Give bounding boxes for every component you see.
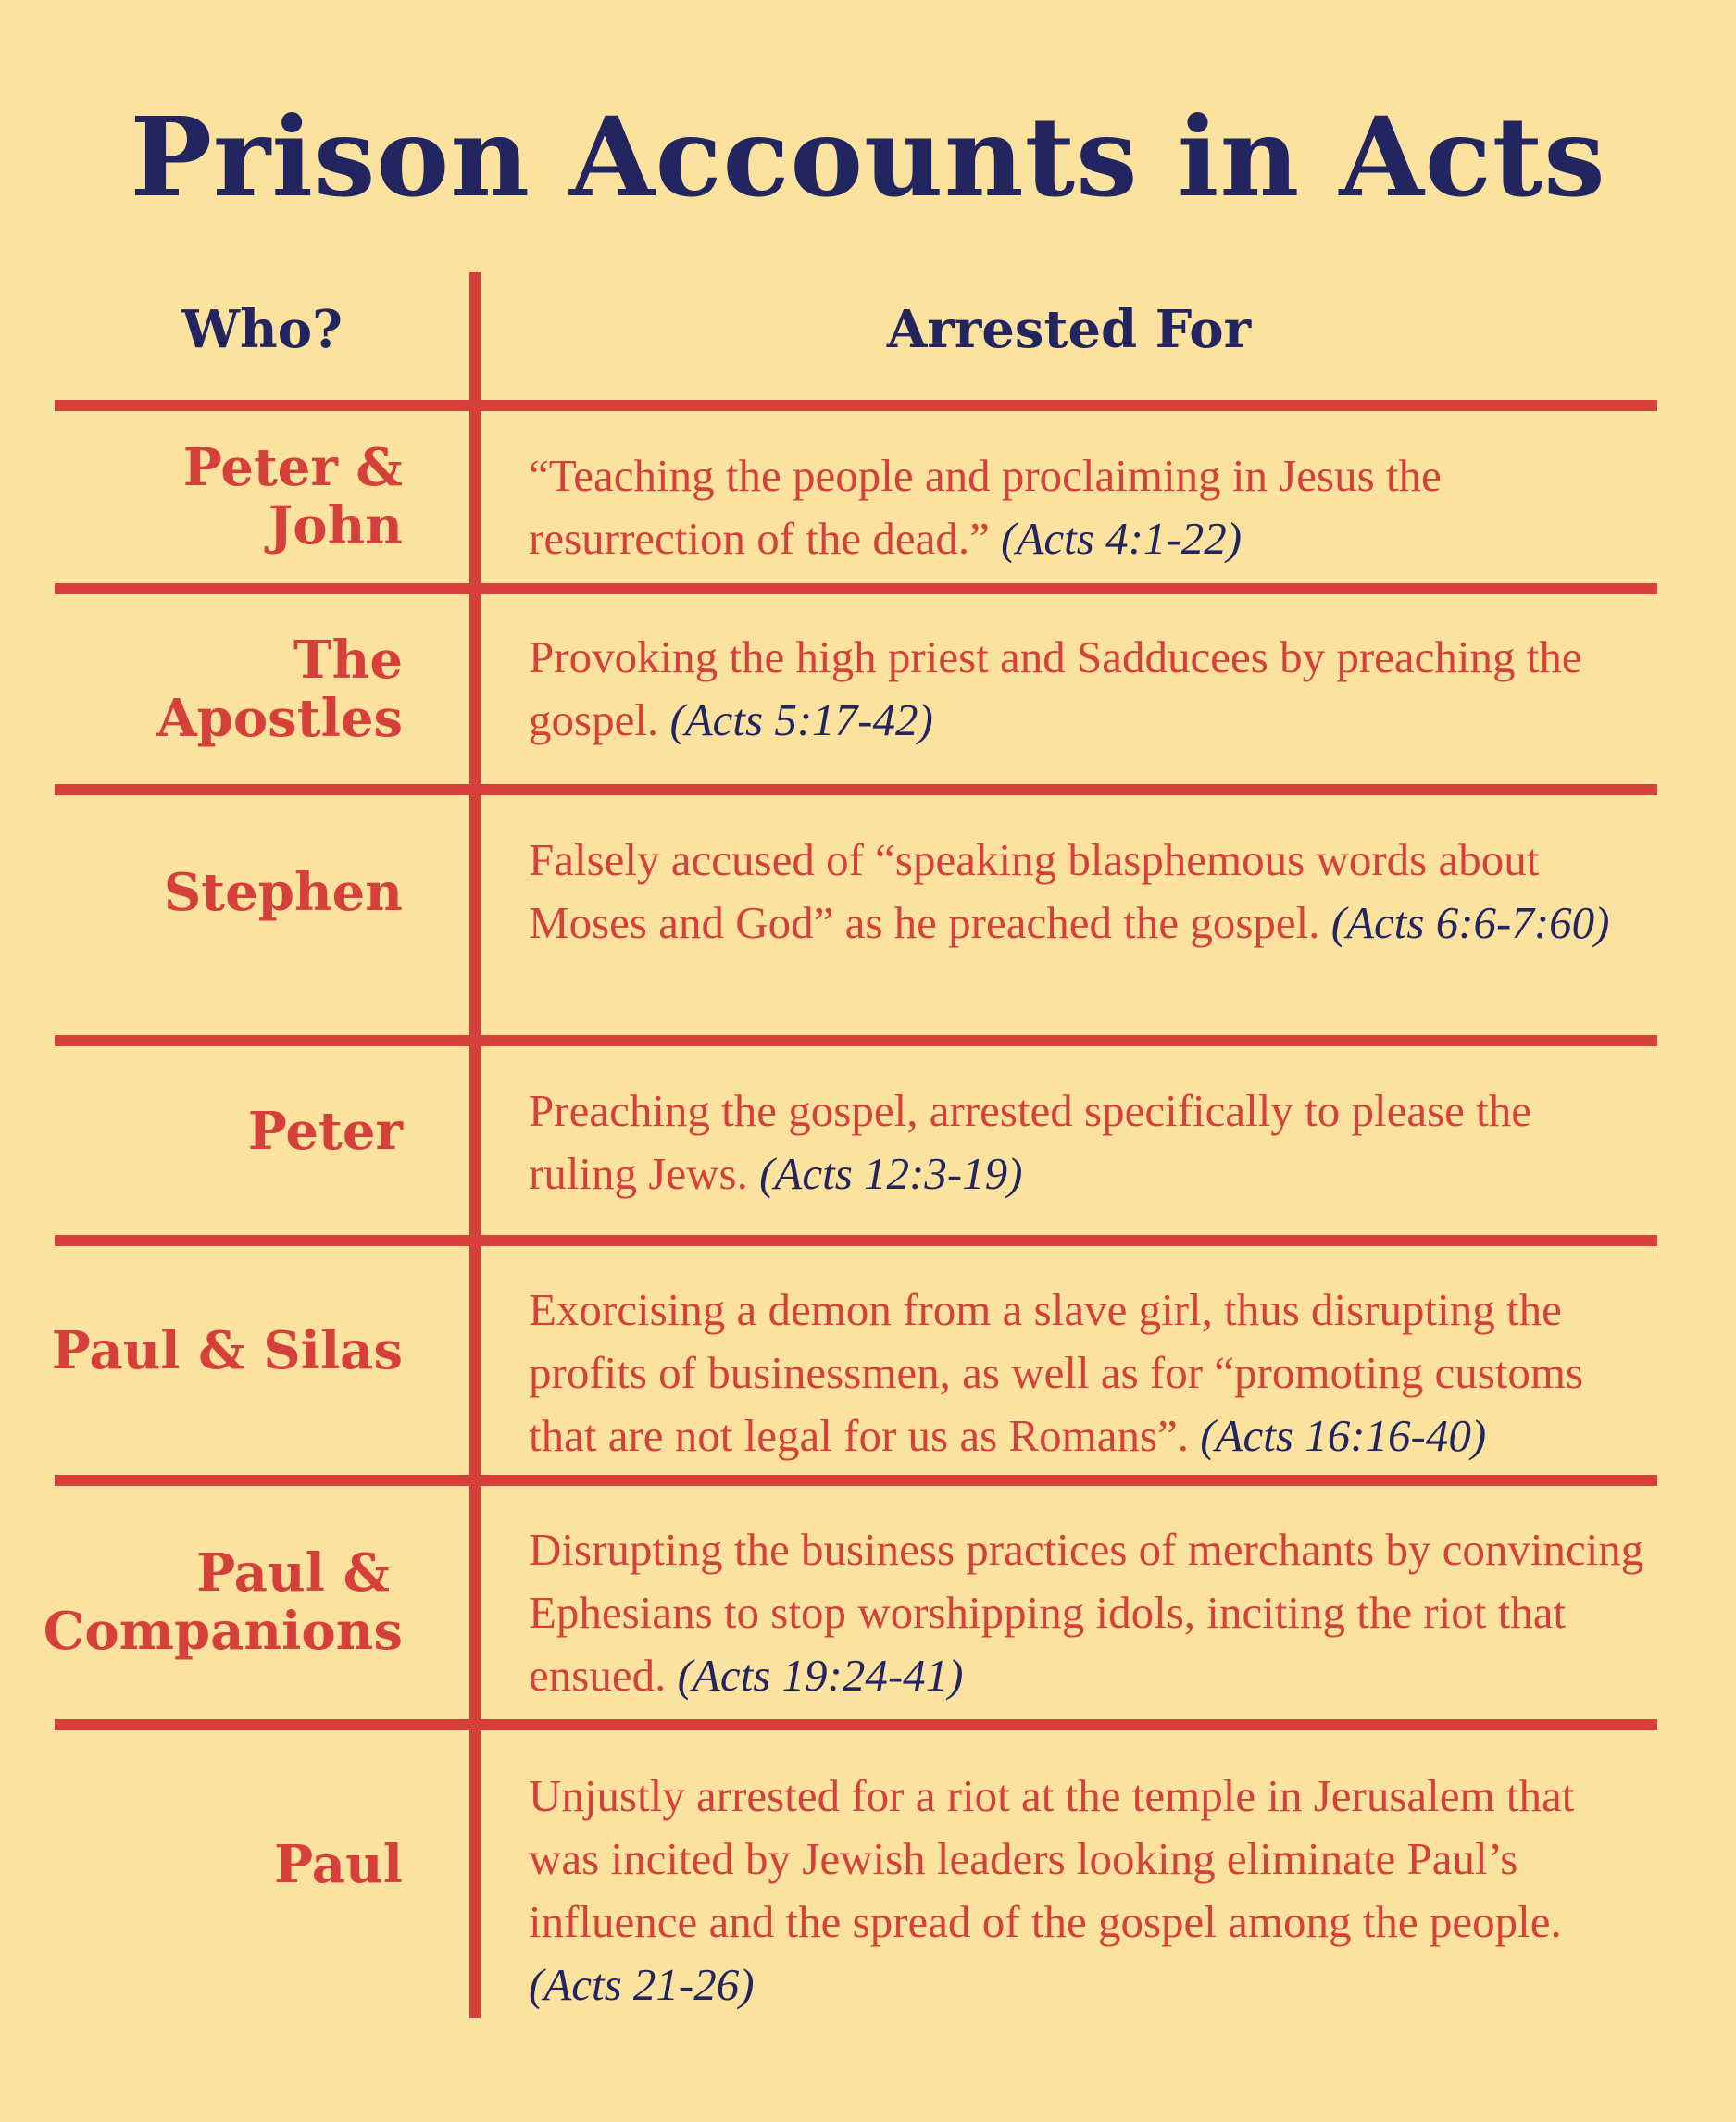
who-label: Paul xyxy=(274,1833,403,1895)
row-divider xyxy=(55,400,1657,411)
citation: (Acts 16:16-40) xyxy=(1200,1410,1487,1461)
who-cell xyxy=(37,411,403,583)
who-cell xyxy=(37,1046,403,1217)
who-cell xyxy=(37,594,403,784)
who-label: Peter & John xyxy=(182,437,403,556)
who-label: Peter xyxy=(247,1100,403,1162)
who-cell xyxy=(37,1486,403,1719)
description-cell xyxy=(529,1080,1649,1205)
description-text: Falsely accused of “speaking blasphemous words about Moses and God” as he preached the gospel. xyxy=(529,834,1540,948)
description-text: Unjustly arrested for a riot at the temple in Jerusalem that was incited by Jewish leaders looking eliminate Paul’s influence and the spread of the gospel among the people. xyxy=(529,1770,1575,1947)
who-cell xyxy=(37,795,403,990)
row-divider xyxy=(55,1235,1657,1246)
row-divider xyxy=(55,1035,1657,1046)
who-label: The Apostles xyxy=(156,629,403,749)
who-cell xyxy=(37,1246,403,1455)
who-cell xyxy=(37,1730,403,1999)
description-cell xyxy=(529,1518,1649,1707)
who-label xyxy=(44,1544,403,1661)
description-text: Exorcising a demon from a slave girl, thus disrupting the profits of businessmen, as well as for “promoting customs that are not legal for us as Romans”. xyxy=(529,1284,1584,1461)
description-cell xyxy=(529,626,1649,752)
citation: (Acts 12:3-19) xyxy=(759,1148,1023,1199)
description-text: Disrupting the business practices of merchants by convincing Ephesians to stop worshipping idols, inciting the riot that ensued. xyxy=(529,1524,1644,1701)
who-label-line: Companions xyxy=(43,1601,403,1662)
description-cell xyxy=(529,1765,1649,2016)
description-text: Preaching the gospel, arrested specifically to please the ruling Jews. xyxy=(529,1085,1532,1199)
header-who: Who? xyxy=(181,299,343,360)
page-title: Prison Accounts in Acts xyxy=(130,93,1606,221)
description-text: Provoking the high priest and Sadducees by preaching the gospel. xyxy=(529,631,1582,745)
who-label: Stephen xyxy=(163,861,403,923)
description-text: “Teaching the people and proclaiming in Jesus the resurrection of the dead.” xyxy=(529,450,1442,564)
citation: (Acts 4:1-22) xyxy=(1001,513,1243,564)
row-divider xyxy=(55,583,1657,594)
citation: (Acts 5:17-42) xyxy=(669,694,933,745)
description-cell xyxy=(529,444,1649,570)
citation: (Acts 21-26) xyxy=(529,1959,755,2010)
description-cell xyxy=(529,1279,1649,1467)
who-label-line: Paul & xyxy=(196,1542,390,1604)
description-cell xyxy=(529,829,1649,955)
citation: (Acts 19:24-41) xyxy=(677,1650,964,1701)
header-arrested-for: Arrested For xyxy=(886,299,1252,360)
who-label: Paul & Silas xyxy=(51,1319,403,1381)
row-divider xyxy=(55,784,1657,795)
citation: (Acts 6:6-7:60) xyxy=(1330,897,1610,948)
column-divider xyxy=(469,272,481,2018)
row-divider xyxy=(55,1475,1657,1486)
row-divider xyxy=(55,1719,1657,1730)
